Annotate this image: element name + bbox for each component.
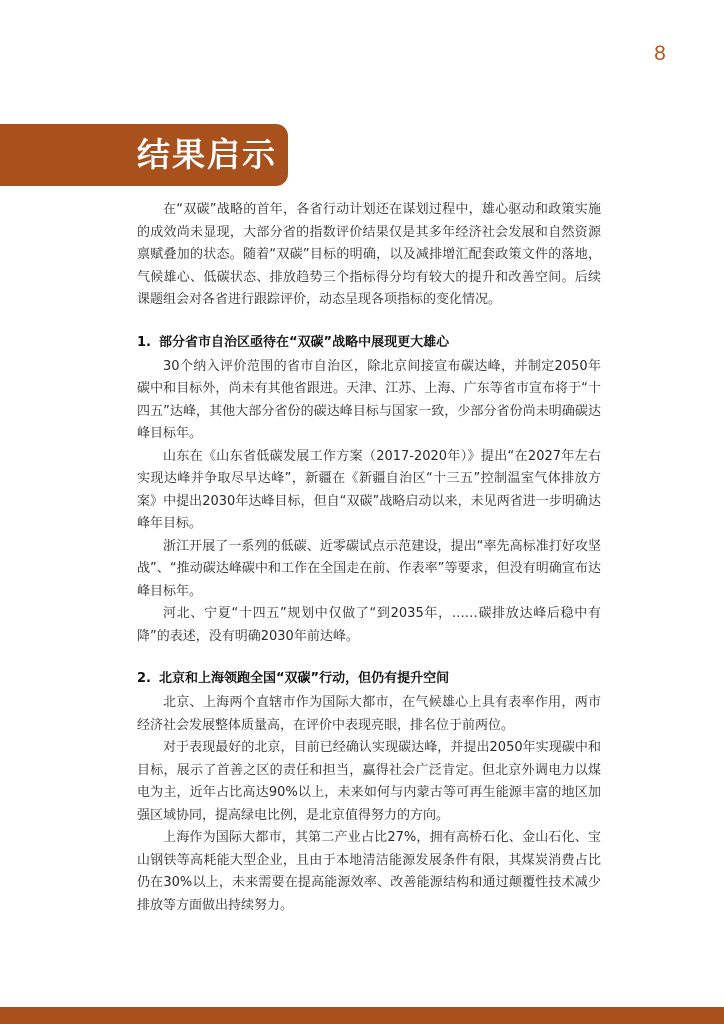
section-heading-title: 北京和上海领跑全国“双碳”行动，但仍有提升空间 bbox=[159, 671, 450, 686]
page-number: 8 bbox=[654, 42, 666, 65]
body-paragraph: 北京、上海两个直辖市作为国际大都市，在气候雄心上具有表率作用，两市经济社会发展整体质量高，在评价中表现亮眼，排名位于前两位。 bbox=[137, 695, 601, 733]
content-body bbox=[137, 199, 601, 917]
section-number: 2. bbox=[137, 671, 151, 686]
section-banner bbox=[0, 124, 288, 186]
body-paragraph: 浙江开展了一系列的低碳、近零碳试点示范建设，提出“率先高标准打好攻坚战”、“推动碳达峰碳中和工作在全国走在前、作表率”等要求，但没有明确宣布达峰目标年。 bbox=[137, 538, 601, 599]
section-number: 1. bbox=[137, 334, 151, 350]
section-heading-1 bbox=[137, 332, 601, 354]
section-title: 结果启示 bbox=[137, 135, 277, 174]
section-heading-title: 部分省市自治区亟待在“双碳”战略中展现更大雄心 bbox=[159, 334, 450, 350]
body-paragraph: 30个纳入评价范围的省市自治区，除北京间接宣布碳达峰，并制定2050年碳中和目标外，尚未有其他省跟进。天津、江苏、上海、广东等省市宣布将于“十四五”达峰，其他大部分省份的碳达峰目标与国家一致，少部分省份尚未明确碳达峰目标年。 bbox=[137, 358, 601, 441]
intro-paragraph: 在“双碳”战略的首年，各省行动计划还在谋划过程中，雄心驱动和政策实施的成效尚未显现，大部分省的指数评价结果仅是其多年经济社会发展和自然资源禀赋叠加的状态。随着“双碳”目标的明确，以及减排增汇配套政策文件的落地，气候雄心、低碳状态、排放趋势三个指标得分均有较大的提升和改善空间。后续课题组会对各省进行跟踪评价，动态呈现各项指标的变化情况。 bbox=[137, 202, 601, 307]
body-paragraph: 山东在《山东省低碳发展工作方案（2017-2020年）》提出“在2027年左右实现达峰并争取尽早达峰”，新疆在《新疆自治区“十三五”控制温室气体排放方案》中提出2030年达峰目标，但自“双碳”战略启动以来，未见两省进一步明确达峰年目标。 bbox=[137, 448, 601, 531]
bottom-bar bbox=[0, 1007, 724, 1024]
body-paragraph: 上海作为国际大都市，其第二产业占比27%，拥有高桥石化、金山石化、宝山钢铁等高耗能大型企业，且由于本地清洁能源发展条件有限，其煤炭消费占比仍在30%以上，未来需要在提高能源效率、改善能源结构和通过颠覆性技术减少排放等方面做出持续努力。 bbox=[137, 830, 601, 913]
body-paragraph: 对于表现最好的北京，目前已经确认实现碳达峰，并提出2050年实现碳中和目标，展示了首善之区的责任和担当，赢得社会广泛肯定。但北京外调电力以煤电为主，近年占比高达90%以上，未来如何与内蒙古等可再生能源丰富的地区加强区域协同，提高绿电比例，是北京值得努力的方向。 bbox=[137, 740, 601, 823]
body-paragraph: 河北、宁夏“十四五”规划中仅做了“到2035年，……碳排放达峰后稳中有降”的表述，没有明确2030年前达峰。 bbox=[137, 606, 601, 644]
section-heading-2 bbox=[137, 668, 601, 690]
